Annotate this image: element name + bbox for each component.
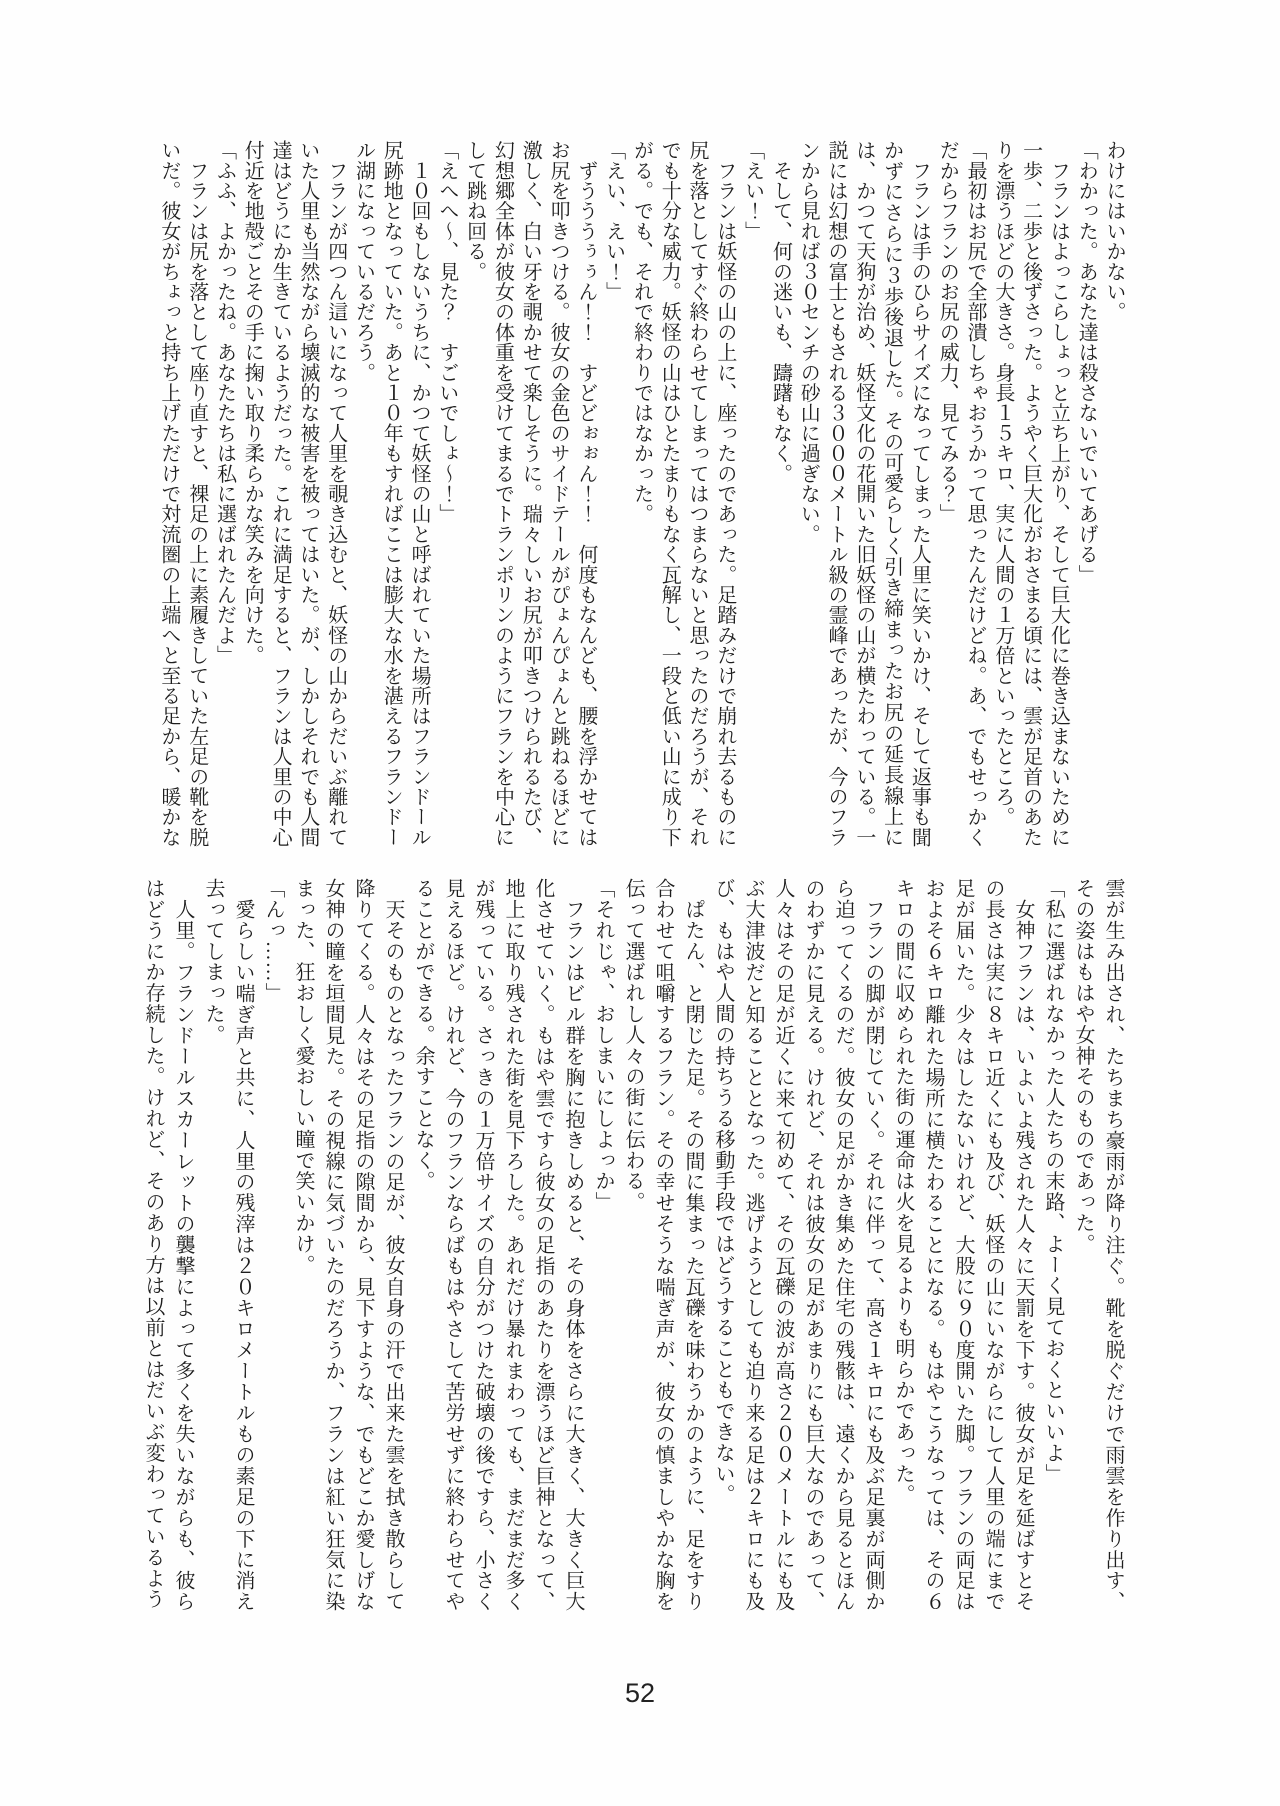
- text-block-bottom: [138, 878, 1128, 1612]
- paragraph: 「わかった。あなた達は殺さないでいてあげる」: [1075, 140, 1098, 585]
- paragraph: 愛らしい喘ぎ声と共に、人里の残滓は２０キロメートルもの素足の下に消え去ってしまった。: [202, 878, 254, 1612]
- paragraph: フランはよっこらしょっと立ち上がり、そして巨大化に巻き込まないために一歩、二歩と後ずさった。ようやく巨大化がおさまる頃には、雲が足首のあたりを漂うほどの大きさ。身長１５キロ、実に人間の１万倍といったところ。: [991, 140, 1070, 847]
- paragraph: 「えへへ～、見た？ すごいでしょ～！」: [435, 140, 458, 524]
- text-block-top: [154, 140, 1127, 847]
- paragraph: 女神フランは、いよいよ残された人々に天罰を下す。彼女が足を延ばすとその長さは実に８キロ近くにも及び、妖怪の山にいながらにして人里の端にまで足が届いた。少々はしたないけれど、大股に９０度開いた脚。フランの両足はおよそ６キロ離れた場所に横たわることになる。もはやこうなっては、その６キロの間に収められた街の運命は火を見るよりも明らかであった。: [892, 878, 1034, 1612]
- paragraph: フランは尻を落として座り直すと、裸足の上に素履きしていた左足の靴を脱いだ。彼女がちょっと持ち上げただけで対流圏の上端へと至る足から、暖かな: [157, 140, 208, 847]
- paragraph: 人里。フランドールスカーレットの襲撃によって多くを失いながらも、彼らはどうにか存続した。けれど、そのあり方は以前とはだいぶ変わっているよう: [142, 878, 194, 1612]
- paragraph: そして、何の迷いも、躊躇もなく。: [769, 140, 792, 484]
- paragraph: 天そのものとなったフランの足が、彼女自身の汗で出来た雲を拭き散らして降りてくる。人々はその足指の隙間から、見下すような、でもどこか愛しげな女神の瞳を垣間見た。その視線に気づいたのだろうか、フランは紅い狂気に染まった、狂おしく愛おしい瞳で笑いかけ。: [292, 878, 404, 1612]
- paragraph: 「えい、えい！」: [602, 140, 625, 302]
- paragraph: 雲が生み出され、たちまち豪雨が降り注ぐ。靴を脱ぐだけで雨雲を作り出す、その姿はもはや女神そのものであった。: [1072, 878, 1124, 1612]
- paragraph: フランは手のひらサイズになってしまった人里に笑いかけ、そして返事も聞かずにさらに３歩後退した。その可愛らしく引き締まったお尻の延長線上には、かつて天狗が治め、妖怪文化の花開いた旧妖怪の山が横たわっている。一説には幻想の富士ともされる３０００メートル級の霊峰であったが、今のフランから見れば３０センチの砂山に過ぎない。: [797, 140, 931, 847]
- paragraph: フランが四つん這いになって人里を覗き込むと、妖怪の山からだいぶ離れていた人里も当然ながら壊滅的な被害を被ってはいた。が、しかしそれでも人間達はどうにか生きているようだった。これに満足すると、フランは人里の中心付近を地殻ごとその手に掬い取り柔らかな笑みを向けた。: [241, 140, 347, 847]
- paragraph: ぱたん、と閉じた足。その間に集まった瓦礫を味わうかのように、足をすり合わせて咀嚼するフラン。その幸せそうな喘ぎ声が、彼女の慎ましやかな胸を伝って選ばれし人々の街に伝わる。: [622, 878, 704, 1612]
- paragraph: 「私に選ばれなかった人たちの末路、よーく見ておくといいよ」: [1042, 878, 1064, 1485]
- paragraph: フランは妖怪の山の上に、座ったのであった。足踏みだけで崩れ去るものに尻を落としてすぐ終わらせてしまってはつまらないと思ったのだろうが、それでも十分な威力。妖怪の山はひとたまりもなく瓦解し、一段と低い山に成り下がる。でも、それで終わりではなかった。: [630, 140, 736, 847]
- paragraph: フランの脚が閉じていく。それに伴って、高さ１キロにも及ぶ足裏が両側から迫ってくるのだ。彼女の足がかき集めた住宅の残骸は、遠くから見るとほんのわずかに見える。けれど、それは彼女の足があまりにも巨大なのであって、人々はその足が近くに来て初めて、その瓦礫の波が高さ２００メートルにも及ぶ大津波だと知ることとなった。逃げようとしても迫り来る足は２キロにも及び、もはや人間の持ちうる移動手段ではどうすることもできない。: [712, 878, 884, 1612]
- paragraph: ずうううぅぅん！！ すどどぉぉん！！ 何度もなんども、腰を浮かせてはお尻を叩きつける。彼女の金色のサイドテールがぴょんぴょんと跳ねるほどに激しく、白い牙を覗かせて楽しそうに。瑞々しいお尻が叩きつけられるたび、幻想郷全体が彼女の体重を受けてまるでトランポリンのようにフランを中心にして跳ね回る。: [463, 140, 597, 847]
- page-number: 52: [624, 1678, 656, 1708]
- paragraph: 「それじゃ、おしまいにしよっか」: [592, 878, 614, 1213]
- paragraph: 「んっ……」: [262, 878, 284, 1004]
- paragraph: １０回もしないうちに、かつて妖怪の山と呼ばれていた場所はフランドール尻跡地となっていた。あと１０年もすればここは膨大な水を湛えるフランドール湖になっているだろう。: [352, 140, 431, 847]
- paragraph: 「最初はお尻で全部潰しちゃおうかって思ったんだけどね。あ、でもせっかくだからフランのお尻の威力、見てみる？」: [936, 140, 987, 847]
- paragraph: わけにはいかない。: [1103, 140, 1125, 322]
- paragraph: 「えい！」: [741, 140, 764, 241]
- paragraph: 「ふふ、よかったね。あなたたちは私に選ばれたんだよ」: [213, 140, 236, 666]
- paragraph: フランはビル群を胸に抱きしめると、その身体をさらに大きく、大きく巨大化させていく。もはや雲ですら彼女の足指のあたりを漂うほど巨神となって、地上に取り残された街を見下ろした。あれだけ暴れまわっても、まだまだ多くが残っている。さっきの１万倍サイズの自分がつけた破壊の後ですら、小さく見えるほど。けれど、今のフランならばもはやさして苦労せずに終わらせてやることができる。余すことなく。: [412, 878, 584, 1612]
